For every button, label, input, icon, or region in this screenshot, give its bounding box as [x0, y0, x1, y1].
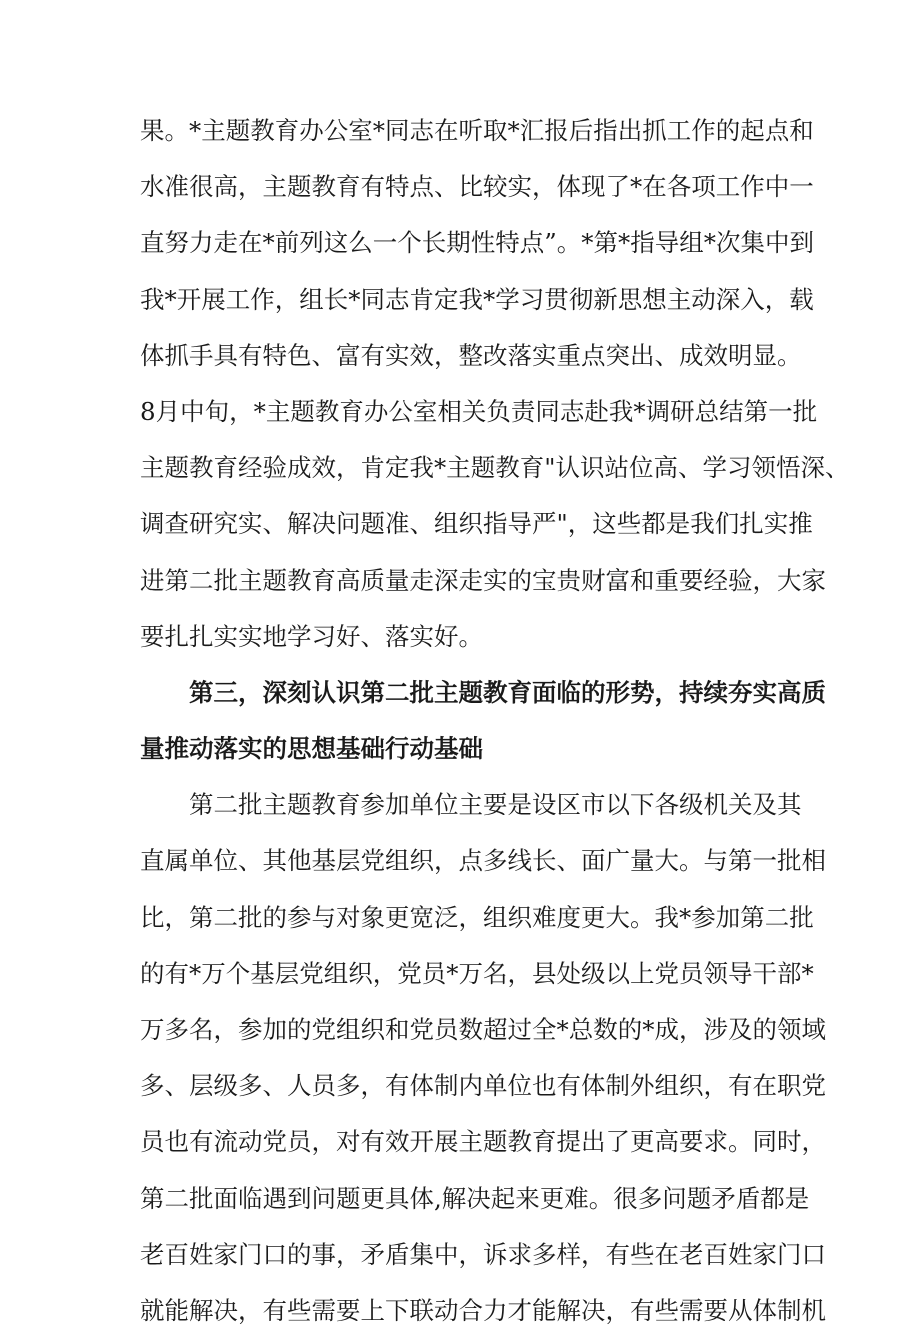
text-line: 水准很高，主题教育有特点、比较实，体现了*在各项工作中一: [140, 172, 814, 202]
paragraph-1: [140, 103, 815, 384]
text-line: 万多名，参加的党组织和党员数超过全*总数的*成，涉及的领域: [140, 1015, 826, 1044]
heading-line: 第三，深刻认识第二批主题教育面临的形势，持续夯实高质: [189, 677, 826, 707]
text-line: 的有*万个基层党组织，党员*万名，县处级以上党员领导干部*: [140, 958, 814, 988]
text-line: 第二批主题教育参加单位主要是设区市以下各级机关及其: [189, 790, 802, 820]
text-line: 员也有流动党员，对有效开展主题教育提出了更高要求。同时，: [140, 1127, 826, 1157]
heading-line: 量推动落实的思想基础行动基础: [140, 734, 483, 764]
text-line: 果。*主题教育办公室*同志在听取*汇报后指出抓工作的起点和: [140, 116, 814, 145]
text-line: 我*开展工作，组长*同志肯定我*学习贯彻新思想主动深入，载: [140, 284, 814, 314]
text-line: 直属单位、其他基层党组织，点多线长、面广量大。与第一批相: [140, 846, 826, 876]
text-line: 比，第二批的参与对象更宽泛，组织难度更大。我*参加第二批: [140, 902, 814, 932]
text-line: 直努力走在*前列这么一个长期性特点”。*第*指导组*次集中到: [140, 228, 815, 258]
text-line: 进第二批主题教育高质量走深走实的宝贵财富和重要经验，大家: [140, 565, 826, 595]
text-line: 就能解决，有些需要上下联动合力才能解决，有些需要从体制机: [140, 1295, 826, 1325]
paragraph-3: [140, 777, 826, 1339]
document-page: [140, 103, 850, 1339]
paragraph-2: [140, 384, 850, 665]
text-line: 主题教育经验成效，肯定我*主题教育"认识站位高、学习领悟深、: [140, 453, 850, 483]
text-line: 老百姓家门口的事，矛盾集中，诉求多样，有些在老百姓家门口: [140, 1239, 826, 1269]
text-line: 第二批面临遇到问题更具体,解决起来更难。很多问题矛盾都是: [140, 1183, 810, 1213]
text-line: 体抓手具有特色、富有实效，整改落实重点突出、成效明显。: [140, 340, 802, 370]
text-line: 要扎扎实实地学习好、落实好。: [140, 621, 483, 651]
section-heading: [140, 665, 826, 777]
text-line: 8月中旬，*主题教育办公室相关负责同志赴我*调研总结第一批: [140, 396, 818, 426]
text-line: 调查研究实、解决问题准、组织指导严"，这些都是我们扎实推: [140, 509, 813, 539]
text-line: 多、层级多、人员多，有体制内单位也有体制外组织，有在职党: [140, 1071, 826, 1101]
